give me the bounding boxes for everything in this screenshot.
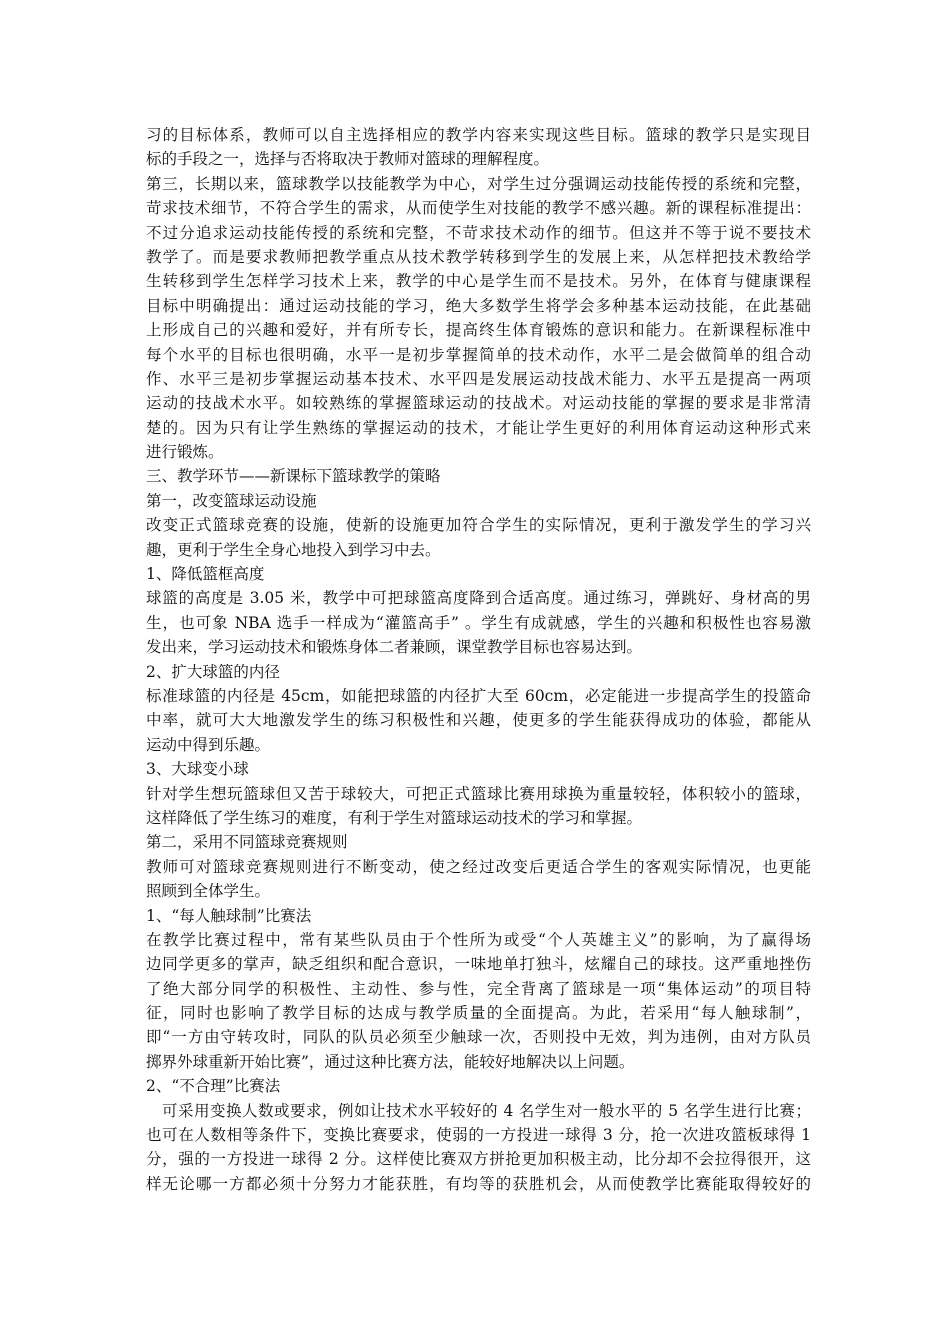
text-line: 楚的。因为只有让学生熟练的掌握运动的技术，才能让学生更好的利用体育运动这种形式来 <box>146 418 811 437</box>
text-line: 分，强的一方投进一球得 2 分。这样使比赛双方拼抢更加积极主动，比分却不会拉得很开，这 <box>146 1150 811 1169</box>
text-line: 2、扩大球篮的内径 <box>146 662 280 681</box>
text-line: 进行锻炼。 <box>146 443 224 462</box>
text-line: 边同学更多的掌声，缺乏组织和配合意识，一味地单打独斗，炫耀自己的球技。这严重地挫伤 <box>146 955 811 974</box>
text-line: 教学了。而是要求教师把教学重点从技术教学转移到学生的发展上来，从怎样把技术教给学 <box>146 247 811 266</box>
text-line: 苛求技术细节，不符合学生的需求，从而使学生对技能的教学不感兴趣。新的课程标准提出： <box>146 199 811 218</box>
text-line: 第三，长期以来，篮球教学以技能教学为中心，对学生过分强调运动技能传授的系统和完整， <box>146 174 811 193</box>
text-line: 不过分追求运动技能传授的系统和完整，不苛求技术动作的细节。但这并不等于说不要技术 <box>146 223 811 242</box>
text-line: 改变正式篮球竞赛的设施，使新的设施更加符合学生的实际情况，更利于激发学生的学习兴 <box>146 516 811 535</box>
text-line: 掷界外球重新开始比赛”，通过这种比赛方法，能较好地解决以上问题。 <box>146 1052 635 1071</box>
text-line: 照顾到全体学生。 <box>146 882 271 901</box>
text-line: 生转移到学生怎样学习技术上来，教学的中心是学生而不是技术。另外，在体育与健康课程 <box>146 272 811 291</box>
text-line: 征，同时也影响了教学目标的达成与教学质量的全面提高。为此，若采用“每人触球制”， <box>146 1004 811 1023</box>
text-line: 3、大球变小球 <box>146 760 249 779</box>
text-line: 教师可对篮球竞赛规则进行不断变动，使之经过改变后更适合学生的客观实际情况，也更能 <box>146 857 811 876</box>
text-line: 2、“不合理”比赛法 <box>146 1077 281 1096</box>
text-line: 可采用变换人数或要求，例如让技术水平较好的 4 名学生对一般水平的 5 名学生进行比赛； <box>146 1101 811 1120</box>
text-line: 发出来，学习运动技术和锻炼身体二者兼顾，课堂教学目标也容易达到。 <box>146 638 643 657</box>
text-line: 生，也可象 NBA 选手一样成为“灌篮高手” 。学生有成就感，学生的兴趣和积极性也容易激 <box>146 613 811 632</box>
text-line: 1、“每人触球制”比赛法 <box>146 906 312 925</box>
text-line: 标的手段之一，选择与否将取决于教师对篮球的理解程度。 <box>146 150 550 169</box>
text-line: 针对学生想玩篮球但又苦于球较大，可把正式篮球比赛用球换为重量较轻，体积较小的篮球， <box>146 784 811 803</box>
text-line: 第二，采用不同篮球竞赛规则 <box>146 833 348 852</box>
text-line: 作、水平三是初步掌握运动基本技术、水平四是发展运动技战术能力、水平五是提高一两项 <box>146 369 811 388</box>
text-line: 趣，更利于学生全身心地投入到学习中去。 <box>146 540 441 559</box>
text-line: 在教学比赛过程中，常有某些队员由于个性所为或受“个人英雄主义”的影响，为了赢得场 <box>146 930 811 949</box>
text-line: 中率，就可大大地激发学生的练习积极性和兴趣，使更多的学生能获得成功的体验，都能从 <box>146 711 811 730</box>
text-line: 标准球篮的内径是 45cm，如能把球篮的内径扩大至 60cm，必定能进一步提高学生的投篮命 <box>146 686 811 705</box>
document-body <box>146 123 811 1196</box>
text-line: 即“一方由守转攻时，同队的队员必须至少触球一次，否则投中无效，判为违例，由对方队员 <box>146 1028 811 1047</box>
text-line: 样无论哪一方都必须十分努力才能获胜，有均等的获胜机会，从而使教学比赛能取得较好的 <box>146 1174 811 1193</box>
text-line: 每个水平的目标也很明确，水平一是初步掌握简单的技术动作，水平二是会做简单的组合动 <box>146 345 811 364</box>
text-line: 也可在人数相等条件下，变换比赛要求，使弱的一方投进一球得 3 分，抢一次进攻篮板球得 1 <box>146 1126 811 1145</box>
text-line: 运动中得到乐趣。 <box>146 735 271 754</box>
text-line: 上形成自己的兴趣和爱好，并有所专长，提高终生体育锻炼的意识和能力。在新课程标准中 <box>146 321 811 340</box>
text-line: 第一，改变篮球运动设施 <box>146 491 317 510</box>
text-line: 1、降低篮框高度 <box>146 565 265 584</box>
text-line: 三、教学环节——新课标下篮球教学的策略 <box>146 467 441 486</box>
text-line: 球篮的高度是 3.05 米，教学中可把球篮高度降到合适高度。通过练习，弹跳好、身材高的男 <box>146 589 811 608</box>
text-line: 目标中明确提出：通过运动技能的学习，绝大多数学生将学会多种基本运动技能，在此基础 <box>146 296 811 315</box>
text-line: 习的目标体系，教师可以自主选择相应的教学内容来实现这些目标。篮球的教学只是实现目 <box>146 126 811 144</box>
text-line: 了绝大部分同学的积极性、主动性、参与性，完全背离了篮球是一项“集体运动”的项目特 <box>146 979 811 998</box>
text-line: 运动的技战术水平。如较熟练的掌握篮球运动的技战术。对运动技能的掌握的要求是非常清 <box>146 394 811 413</box>
text-line: 这样降低了学生练习的难度，有利于学生对篮球运动技术的学习和掌握。 <box>146 808 643 827</box>
